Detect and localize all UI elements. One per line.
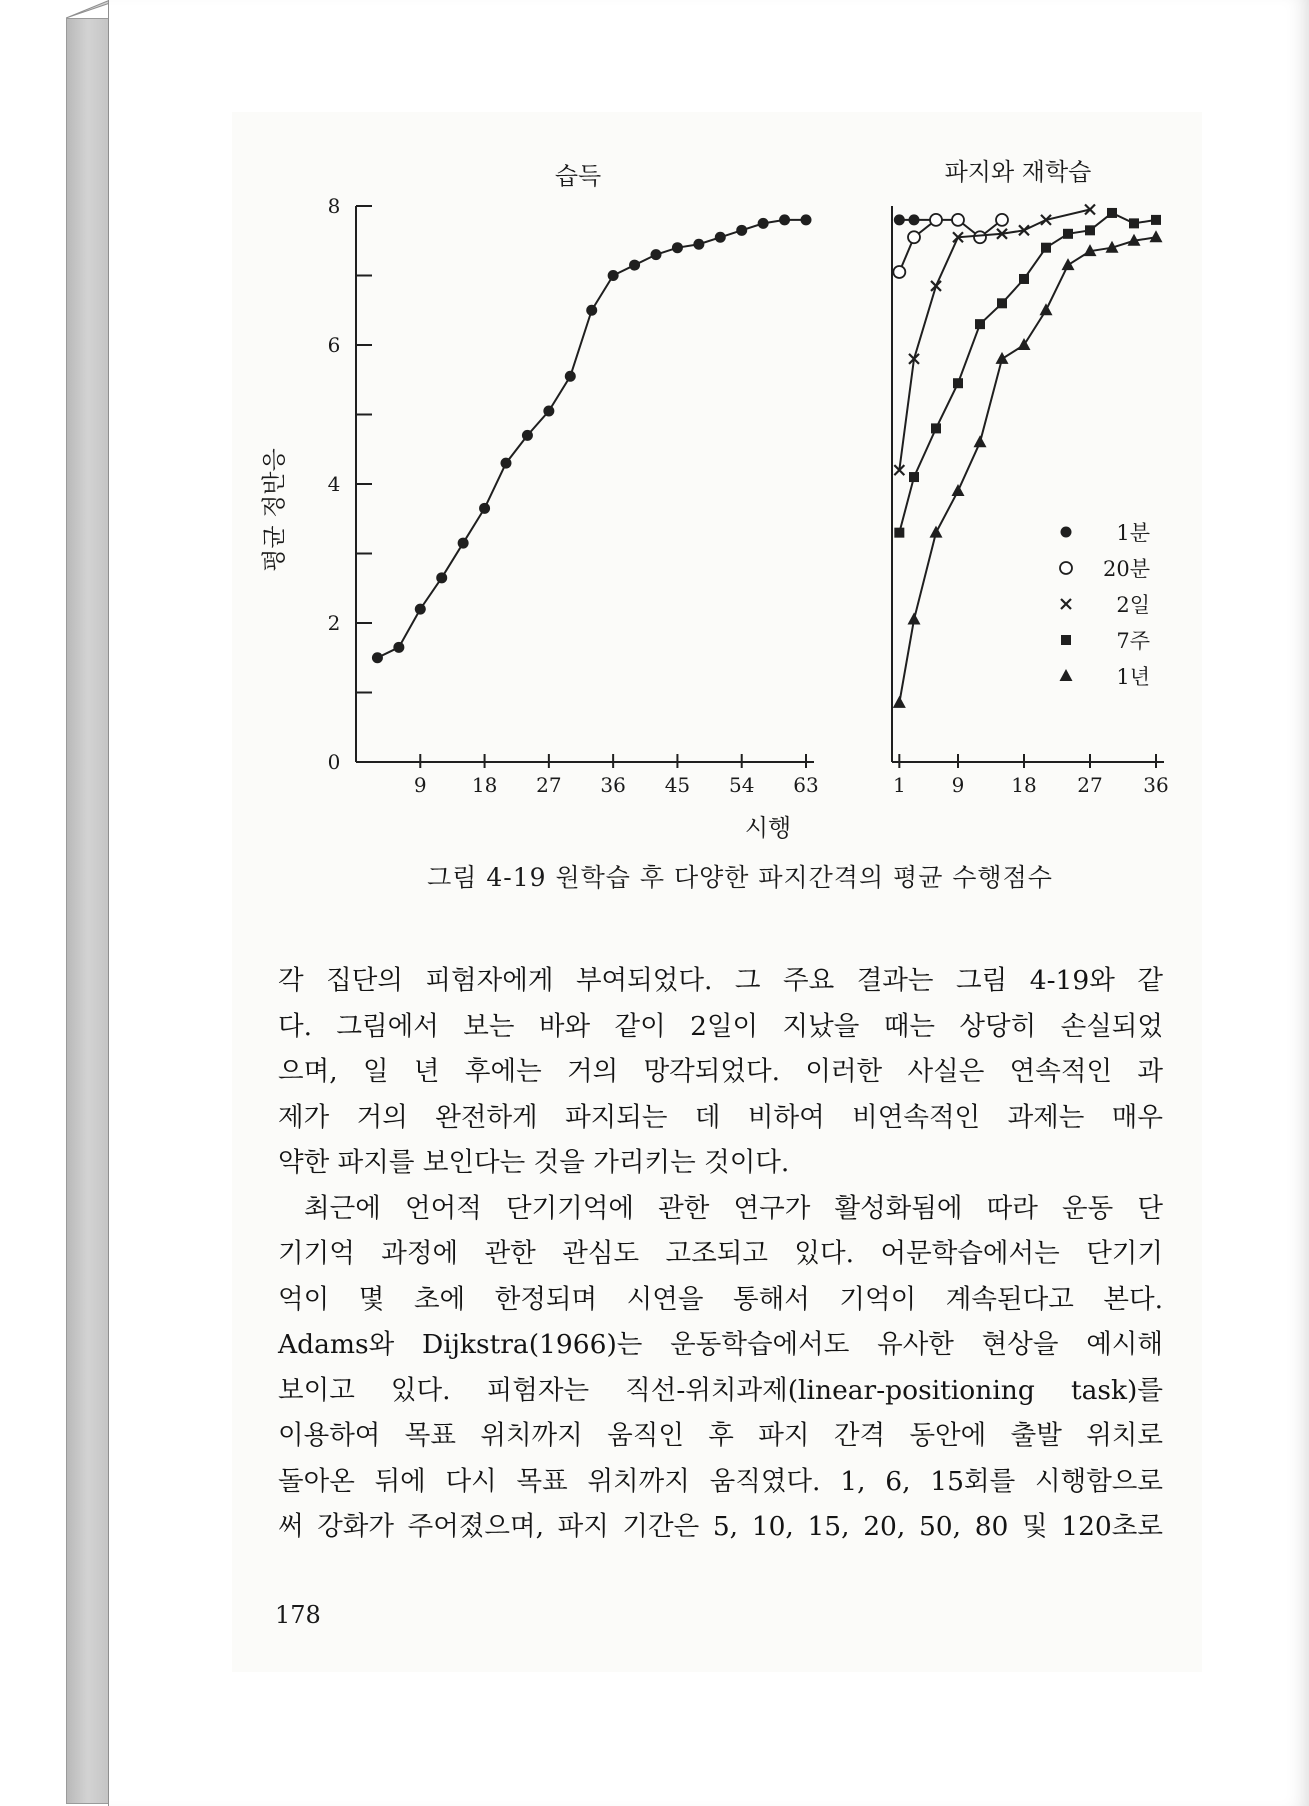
acquisition-panel <box>328 194 819 797</box>
left-data-point <box>522 430 533 441</box>
legend-marker <box>1061 599 1071 609</box>
text-line: 다. 그림에서 보는 바와 같이 2일이 지났을 때는 상당히 손실되었 <box>278 1010 1163 1042</box>
left-y-tick-label: 8 <box>327 194 341 218</box>
left-x-tick-label: 9 <box>413 773 427 797</box>
left-x-tick-label: 36 <box>600 773 626 797</box>
legend-label: 20분 <box>1102 557 1150 581</box>
right-data-point <box>893 696 906 708</box>
left-data-point <box>651 249 662 260</box>
right-data-point <box>952 214 964 226</box>
right-data-point <box>1151 215 1161 225</box>
right-data-point <box>997 298 1007 308</box>
right-series-line-1 <box>899 220 1002 272</box>
legend-marker <box>1060 562 1072 574</box>
right-data-point <box>893 266 905 278</box>
right-x-tick-label: 27 <box>1077 773 1103 797</box>
y-axis-label: 평균 정반응 <box>260 448 288 572</box>
text-line: 억이 몇 초에 한정되며 시연을 통해서 기억이 계속된다고 본다. <box>278 1283 1163 1315</box>
right-data-point <box>996 352 1009 364</box>
left-data-point <box>436 572 447 583</box>
left-data-point <box>715 232 726 243</box>
right-data-point <box>894 528 904 538</box>
legend-marker <box>1060 669 1073 681</box>
left-data-point <box>608 270 619 281</box>
text-line: Adams와 Dijkstra(1966)는 운동학습에서도 유사한 현상을 예시해 <box>278 1329 1163 1360</box>
right-data-point <box>909 214 920 225</box>
right-data-point <box>908 231 920 243</box>
text-line: 써 강화가 주어졌으며, 파지 기간은 5, 10, 15, 20, 50, 80 및 120초로 <box>278 1511 1163 1542</box>
text-line: 약한 파지를 보인다는 것을 가리키는 것이다. <box>278 1147 790 1178</box>
text-line: 돌아온 뒤에 다시 목표 위치까지 움직였다. 1, 6, 15회를 시행함으로 <box>278 1465 1163 1497</box>
left-x-tick-label: 18 <box>471 773 498 797</box>
x-axis-label: 시행 <box>744 814 792 840</box>
left-x-tick-label: 54 <box>728 773 755 797</box>
right-x-tick-label: 9 <box>951 773 965 797</box>
right-x-tick-label: 1 <box>892 773 906 797</box>
right-data-point <box>952 484 965 496</box>
left-panel-title: 습득 <box>554 162 602 190</box>
right-series-line-3 <box>899 213 1156 533</box>
left-data-point <box>779 214 790 225</box>
left-y-tick-label: 6 <box>327 333 341 357</box>
right-panel-title: 파지와 재학습 <box>944 158 1092 186</box>
left-data-point <box>479 503 490 514</box>
figure-4-19 <box>260 150 1200 840</box>
text-line: 으며, 일 년 후에는 거의 망각되었다. 이러한 사실은 연속적인 과 <box>278 1056 1163 1087</box>
text-line: 보이고 있다. 피험자는 직선-위치과제(linear-positioning task)를 <box>278 1374 1163 1406</box>
legend <box>1060 521 1151 689</box>
left-x-tick-label: 27 <box>536 773 562 797</box>
left-data-point <box>415 604 426 615</box>
right-data-point <box>974 231 986 243</box>
left-y-tick-label: 0 <box>327 750 341 774</box>
left-data-point <box>801 214 812 225</box>
left-series-line-0 <box>377 220 806 658</box>
text-line: 제가 거의 완전하게 파지되는 데 비하여 비연속적인 과제는 매우 <box>278 1101 1163 1133</box>
legend-label: 1년 <box>1116 665 1150 689</box>
text-line: 이용하여 목표 위치까지 움직인 후 파지 간격 동안에 출발 위치로 <box>278 1420 1163 1451</box>
right-data-point <box>996 214 1008 226</box>
legend-label: 1분 <box>1116 521 1150 545</box>
right-x-tick-label: 18 <box>1011 773 1037 797</box>
left-x-tick-label: 45 <box>664 773 691 797</box>
left-data-point <box>672 242 683 253</box>
right-data-point <box>1063 229 1073 239</box>
right-data-point <box>894 214 905 225</box>
left-data-point <box>693 239 704 250</box>
right-data-point <box>1129 218 1139 228</box>
text-line: 기기억 과정에 관한 관심도 고조되고 있다. 어문학습에서는 단기기 <box>278 1238 1163 1269</box>
right-data-point <box>930 214 942 226</box>
body-text <box>278 958 1163 1550</box>
right-data-point <box>1150 230 1163 242</box>
text-line: 각 집단의 피험자에게 부여되었다. 그 주요 결과는 그림 4-19와 같 <box>278 965 1163 996</box>
left-x-tick-label: 63 <box>793 773 819 797</box>
right-data-point <box>1041 243 1051 253</box>
right-data-point <box>931 281 941 291</box>
page-number: 178 <box>275 1601 321 1629</box>
legend-marker <box>1061 635 1071 645</box>
left-y-tick-label: 2 <box>327 611 341 635</box>
right-data-point <box>1107 208 1117 218</box>
right-data-point <box>1018 338 1031 350</box>
right-data-point <box>975 319 985 329</box>
left-data-point <box>586 305 597 316</box>
book-spine <box>66 18 110 1804</box>
right-data-point <box>953 378 963 388</box>
right-x-tick-label: 36 <box>1143 773 1169 797</box>
right-data-point <box>1085 225 1095 235</box>
right-data-point <box>1062 258 1075 270</box>
left-data-point <box>565 371 576 382</box>
legend-label: 7주 <box>1116 629 1150 653</box>
left-data-point <box>629 260 640 271</box>
legend-label: 2일 <box>1116 593 1150 617</box>
right-data-point <box>1019 274 1029 284</box>
right-data-point <box>908 613 921 625</box>
left-data-point <box>501 458 512 469</box>
right-series-line-2 <box>899 209 1090 470</box>
left-data-point <box>393 642 404 653</box>
left-y-tick-label: 4 <box>327 472 341 496</box>
right-data-point <box>930 526 943 538</box>
legend-marker <box>1061 527 1072 538</box>
right-data-point <box>909 472 919 482</box>
right-data-point <box>974 435 987 447</box>
left-data-point <box>372 652 383 663</box>
left-data-point <box>758 218 769 229</box>
right-data-point <box>931 423 941 433</box>
left-data-point <box>458 538 469 549</box>
text-line: 최근에 언어적 단기기억에 관한 연구가 활성화됨에 따라 운동 단 <box>304 1192 1163 1224</box>
figure-caption: 그림 4-19 원학습 후 다양한 파지간격의 평균 수행점수 <box>427 863 1053 892</box>
left-data-point <box>543 406 554 417</box>
retention-relearning-panel <box>892 204 1169 797</box>
left-data-point <box>736 225 747 236</box>
right-data-point <box>1040 303 1053 315</box>
